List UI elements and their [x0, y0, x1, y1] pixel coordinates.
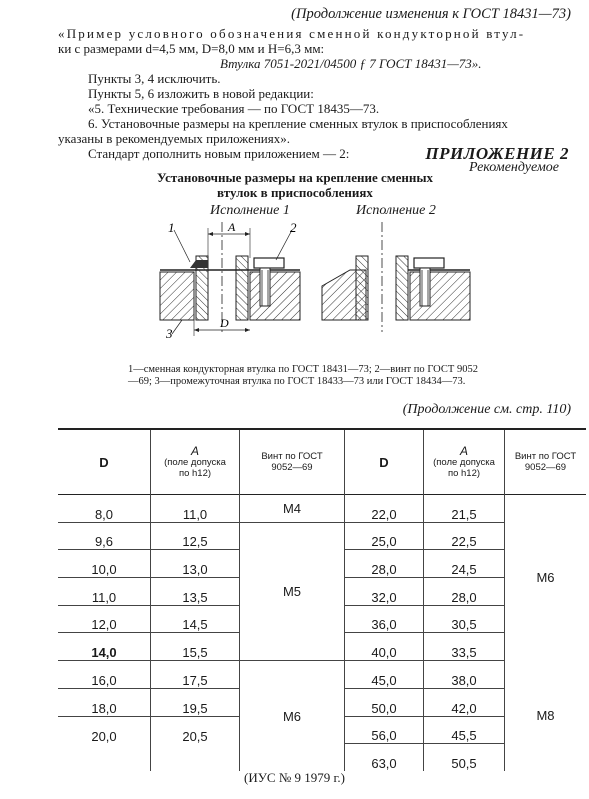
version-2-label: Исполнение 2 — [356, 203, 436, 218]
col-a-header: A (поле допуска по h12) — [151, 429, 240, 495]
version-2-drawing — [322, 222, 470, 332]
figure-title-line-1: Установочные размеры на крепление сменных — [156, 170, 434, 185]
version-1-label: Исполнение 1 — [210, 203, 290, 218]
col-screw2-header: Винт по ГОСТ 9052—69 — [505, 429, 587, 495]
supplement-line: Стандарт дополнить новым приложением — 2: — [88, 146, 350, 161]
screw-m4: М4 — [240, 495, 345, 523]
dim-d-label: D — [220, 316, 229, 330]
table-header-row — [58, 429, 586, 495]
screw-m8: М8 — [505, 661, 587, 771]
callout-2: 2 — [290, 222, 297, 235]
col-d2-header: D — [345, 429, 424, 495]
figure-title-line-2: втулок в приспособлениях — [217, 185, 373, 200]
table-row: 10,0 13,0 28,0 24,5 — [58, 550, 586, 578]
example-line-1: «Пример условного обозначения сменной кондукторной втул- — [58, 26, 526, 41]
screw-m5: М5 — [240, 522, 345, 660]
designation-line: Втулка 7051-2021/04500 ƒ 7 ГОСТ 18431—73». — [220, 56, 482, 71]
screw-m6-left: М6 — [240, 661, 345, 771]
appendix-status: Рекомендуемое — [469, 160, 559, 175]
continued-note: (Продолжение см. стр. 110) — [402, 402, 571, 417]
appendix-title: ПРИЛОЖЕНИЕ 2 — [425, 144, 569, 163]
callout-3: 3 — [166, 326, 173, 341]
table-row: 14,0 15,5 40,0 33,5 — [58, 633, 586, 661]
figure-title — [150, 170, 440, 200]
dimensions-table — [58, 428, 586, 771]
issue-footer: (ИУС № 9 1979 г.) — [244, 770, 345, 785]
table-row: 20,0 20,5 56,0 45,5 — [58, 716, 586, 744]
callout-1: 1 — [168, 222, 175, 235]
table-row: 9,6 12,5 М5 25,0 22,5 — [58, 522, 586, 550]
table-row: 63,0 50,5 — [58, 744, 586, 771]
item-new-edition: Пункты 5, 6 изложить в новой редакции: — [88, 86, 314, 101]
col-d-header: D — [99, 454, 109, 470]
figure-caption: 1—сменная кондукторная втулка по ГОСТ 18431—73; 2—винт по ГОСТ 9052—69; 3—промежуточная втулка по ГОСТ 18433—73 или ГОСТ 18434—73. — [128, 364, 478, 387]
version-1-drawing — [160, 222, 300, 341]
table-row: 16,0 17,5 М6 45,0 38,0 М8 — [58, 661, 586, 689]
item-6-line-1: 6. Установочные размеры на крепление сменных втулок в приспособлениях — [88, 116, 508, 131]
item-5: «5. Технические требования — по ГОСТ 18435—73. — [88, 101, 380, 116]
table-row: 12,0 14,5 36,0 30,5 — [58, 605, 586, 633]
table-row: 8,0 11,0 М4 22,0 21,5 М6 — [58, 495, 586, 523]
dim-a-label: A — [228, 222, 236, 234]
example-line-2: ки с размерами d=4,5 мм, D=8,0 мм и H=6,3 мм: — [58, 41, 325, 56]
item-6-line-2: указаны в рекомендуемых приложениях». — [58, 131, 290, 146]
table-row: 18,0 19,5 50,0 42,0 — [58, 688, 586, 716]
continuation-header: (Продолжение изменения к ГОСТ 18431—73) — [291, 6, 571, 22]
technical-drawing — [150, 222, 480, 342]
col-a2-header: A (поле допуска по h12) — [424, 429, 505, 495]
item-excluded: Пункты 3, 4 исключить. — [88, 71, 221, 86]
col-screw-header: Винт по ГОСТ 9052—69 — [240, 429, 345, 495]
table-row: 11,0 13,5 32,0 28,0 — [58, 578, 586, 606]
screw-m6-right: М6 — [505, 495, 587, 661]
